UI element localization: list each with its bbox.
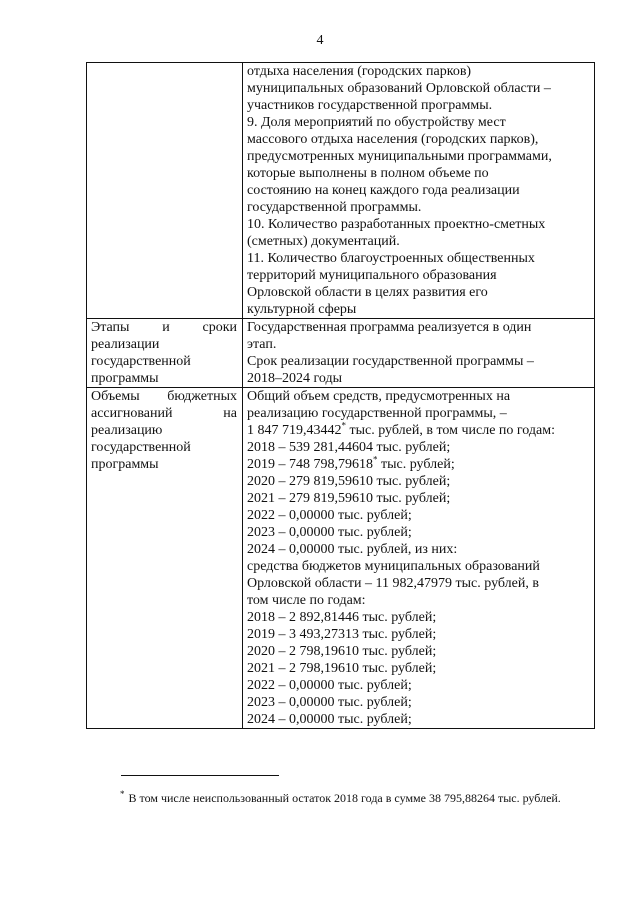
footnote-mark: * (120, 789, 125, 799)
text-line: реализацию государственной программы, – (247, 406, 507, 421)
text-line: 2022 – 0,00000 тыс. рублей; (247, 508, 412, 523)
text-line: территорий муниципального образования (247, 268, 497, 283)
text-line: массового отдыха населения (городских парков), (247, 132, 539, 147)
text-line: 9. Доля мероприятий по обустройству мест (247, 115, 506, 130)
text-line: Общий объем средств, предусмотренных на (247, 389, 511, 404)
text-line: которые выполнены в полном объеме по (247, 166, 489, 181)
year-line (247, 456, 589, 473)
total-amount-rest: тыс. рублей, в том числе по годам: (346, 423, 555, 438)
text-line: культурной сферы (247, 302, 357, 317)
footnote (120, 788, 590, 808)
indicators-cell (243, 63, 595, 319)
year-2019-rest: тыс. рублей; (377, 457, 455, 472)
text-line: 2018–2024 годы (247, 371, 343, 386)
text-line: средства бюджетов муниципальных образований (247, 559, 540, 574)
page-number: 4 (316, 33, 324, 48)
text-line: 2021 – 279 819,59610 тыс. рублей; (247, 491, 451, 506)
table-row-budget (87, 388, 595, 729)
text-line: Орловской области – 11 982,47979 тыс. рублей, в (247, 576, 539, 591)
text-line: Государственная программа реализуется в один (247, 320, 532, 335)
text-line: 2023 – 0,00000 тыс. рублей; (247, 525, 412, 540)
text-line: участников государственной программы. (247, 98, 493, 113)
total-amount-line (247, 422, 589, 439)
program-passport-table (86, 62, 595, 729)
text-line: отдыха населения (городских парков) (247, 64, 472, 79)
footnote-separator (121, 775, 279, 776)
stages-cell (243, 319, 595, 388)
text-line: 2024 – 0,00000 тыс. рублей, из них: (247, 542, 458, 557)
row-label-empty (87, 63, 243, 319)
text-line: (сметных) документаций. (247, 234, 400, 249)
budget-cell (243, 388, 595, 729)
text-line: 11. Количество благоустроенных общественных (247, 251, 535, 266)
footnote-mark: * (373, 454, 378, 465)
footnote-text: В том числе неиспользованный остаток 2018 года в сумме 38 795,88264 тыс. рублей. (128, 791, 561, 805)
year-line: 2018 – 539 281,44604 тыс. рублей; (247, 440, 451, 455)
text-line: государственной программы. (247, 200, 422, 215)
text-line: 2019 – 3 493,27313 тыс. рублей; (247, 627, 437, 642)
text-line: том числе по годам: (247, 593, 366, 608)
text-line: предусмотренных муниципальными программами, (247, 149, 552, 164)
text-line: 2024 – 0,00000 тыс. рублей; (247, 712, 412, 727)
year-2019-amount: 2019 – 748 798,79618 (247, 457, 373, 472)
text-line: состоянию на конец каждого года реализации (247, 183, 520, 198)
table-row-indicators (87, 63, 595, 319)
row-label-budget: Объемы бюджетных ассигнований на реализацию государственной программы (87, 388, 243, 729)
table-row-stages (87, 319, 595, 388)
text-line: 2020 – 2 798,19610 тыс. рублей; (247, 644, 437, 659)
text-line: 2021 – 2 798,19610 тыс. рублей; (247, 661, 437, 676)
text-line: 2022 – 0,00000 тыс. рублей; (247, 678, 412, 693)
text-line: Орловской области в целях развития его (247, 285, 488, 300)
text-line: Срок реализации государственной программы – (247, 354, 534, 369)
text-line: 10. Количество разработанных проектно-сметных (247, 217, 546, 232)
footnote-mark: * (341, 420, 346, 431)
text-line: муниципальных образований Орловской области – (247, 81, 551, 96)
total-amount: 1 847 719,43442 (247, 423, 342, 438)
text-line: этап. (247, 337, 277, 352)
text-line: 2018 – 2 892,81446 тыс. рублей; (247, 610, 437, 625)
text-line: 2023 – 0,00000 тыс. рублей; (247, 695, 412, 710)
text-line: 2020 – 279 819,59610 тыс. рублей; (247, 474, 451, 489)
row-label-stages: Этапы и сроки реализации государственной программы (87, 319, 243, 388)
